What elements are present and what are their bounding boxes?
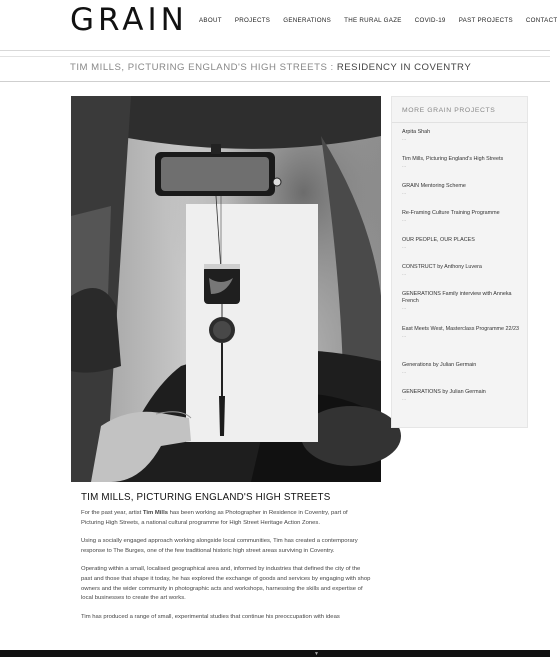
sidebar-item (402, 389, 524, 402)
sidebar-link-our-people[interactable]: OUR PEOPLE, OUR PLACES (402, 237, 475, 243)
page-title-bar (0, 56, 550, 82)
sidebar-link-arpita-shah[interactable]: Arpita Shah (402, 129, 431, 135)
sidebar-item-excerpt: ... (402, 396, 407, 402)
nav-rural-gaze[interactable]: THE RURAL GAZE (344, 17, 402, 24)
sidebar-item-excerpt: ... (402, 163, 407, 169)
sidebar-item (402, 326, 524, 339)
bottom-bar (0, 650, 550, 657)
sidebar-item (402, 129, 524, 142)
sidebar-item-excerpt: ... (402, 136, 407, 142)
sidebar-item (402, 264, 524, 277)
nav-past-projects[interactable]: PAST PROJECTS (458, 17, 513, 24)
sidebar-title: MORE GRAIN PROJECTS (402, 107, 496, 114)
sidebar-item-excerpt: ... (402, 244, 407, 250)
sidebar-item (402, 362, 524, 375)
sidebar-divider (392, 122, 527, 123)
feature-photo-graphic (71, 96, 381, 482)
sidebar-link-construct[interactable]: CONSTRUCT by Anthony Luvera (402, 264, 482, 270)
sidebar-item (402, 156, 524, 169)
breadcrumb-current: RESIDENCY IN COVENTRY (336, 62, 472, 73)
sidebar-item-excerpt: ... (402, 305, 407, 311)
sidebar-item (402, 291, 524, 311)
sidebar-link-generations-julian-upper[interactable]: GENERATIONS by Julian Germain (402, 389, 486, 395)
sidebar-link-generations-julian[interactable]: Generations by Julian Germain (402, 362, 477, 368)
sidebar-item-excerpt: ... (402, 333, 407, 339)
breadcrumb-page[interactable]: TIM MILLS, PICTURING ENGLAND'S HIGH STREETS (70, 62, 328, 73)
article-body (81, 492, 371, 631)
nav-generations[interactable]: GENERATIONS (283, 17, 332, 24)
article-paragraph (81, 509, 371, 528)
sidebar-item-excerpt: ... (402, 217, 407, 223)
sidebar-link-reframing-culture[interactable]: Re-Framing Culture Training Programme (402, 210, 500, 216)
sidebar-link-tim-mills[interactable]: Tim Mills, Picturing England's High Streets (402, 156, 504, 162)
article-paragraph: Operating within a small, localised geographical area and, informed by industries that defined the city of the past and those that shape it today, he has explored the exchange of goods and services by engaging with shop owners and the wider community in photographic acts and workshops, harnessing the skills and expertise of local businesses to create the art works. (81, 566, 371, 602)
sidebar-link-mentoring-scheme[interactable]: GRAIN Mentoring Scheme (402, 183, 466, 189)
article-text: has been working as Photographer in Residence in Coventry, part of Picturing High Streets, a national cultural programme for High Street Heritage Action Zones. (81, 510, 348, 526)
site-header (0, 0, 557, 51)
article-text: For the past year, artist (81, 510, 143, 516)
breadcrumb (70, 62, 471, 73)
sidebar-item (402, 210, 524, 223)
nav-about[interactable]: ABOUT (199, 17, 222, 24)
main-nav (199, 17, 557, 24)
sidebar-link-generations-anneka[interactable]: GENERATIONS Family interview with Anneka French (402, 291, 512, 304)
article-heading: TIM MILLS, PICTURING ENGLAND'S HIGH STREETS (81, 492, 331, 503)
sidebar-link-east-meets-west[interactable]: East Meets West, Masterclass Programme 22/23 (402, 326, 520, 332)
site-logo[interactable]: GRAIN (70, 2, 188, 38)
feature-photo (71, 96, 381, 482)
sidebar-item-excerpt: ... (402, 369, 407, 375)
nav-contact[interactable]: CONTACT (525, 17, 557, 24)
sidebar-item (402, 183, 524, 196)
artist-name: Tim Mills (142, 510, 168, 516)
article-paragraph: Using a socially engaged approach working alongside local communities, Tim has created a contemporary response to The Burges, one of the few traditional historic high street areas surviving in Coventry. (81, 538, 358, 554)
chevron-down-icon[interactable]: ▼ (314, 651, 319, 657)
more-projects-sidebar (391, 96, 528, 428)
sidebar-item-excerpt: ... (402, 190, 407, 196)
article-paragraph: Tim has produced a range of small, experimental studies that continue his preoccupation with ideas (81, 613, 340, 620)
nav-covid[interactable]: COVID-19 (414, 17, 446, 24)
nav-projects[interactable]: PROJECTS (234, 17, 271, 24)
sidebar-item (402, 237, 524, 250)
breadcrumb-separator: : (330, 62, 334, 73)
sidebar-item-excerpt: ... (402, 271, 407, 277)
